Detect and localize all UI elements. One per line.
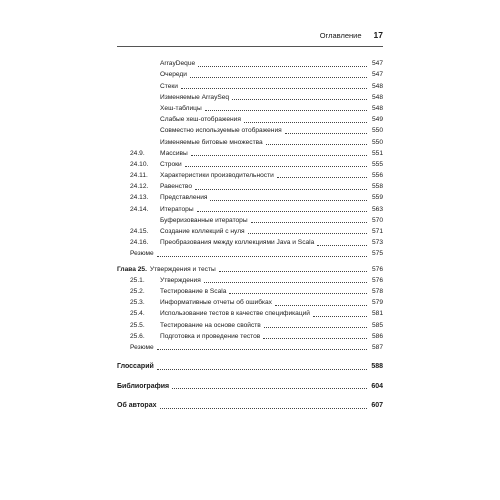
- toc-entry-page: 547: [371, 60, 383, 68]
- toc-entry-number: 25.1.: [130, 276, 145, 284]
- dot-leader: [248, 233, 367, 234]
- toc-entry-title: Преобразования между коллекциями Java и Scala: [160, 239, 315, 247]
- spacer: [117, 352, 383, 360]
- dot-leader: [275, 305, 367, 306]
- toc-entry: [117, 225, 383, 236]
- toc-entry: [117, 113, 383, 124]
- spacer: [117, 371, 383, 379]
- toc-entry: [117, 191, 383, 202]
- toc-entry-page: 585: [371, 321, 383, 329]
- toc-entry: [117, 285, 383, 296]
- toc-entry-number: 24.11.: [130, 172, 148, 180]
- toc-entry-title: Резюме: [130, 343, 154, 351]
- toc-entry-page: 548: [371, 104, 383, 112]
- toc-entry-title: Изменяемые ArraySeq: [160, 93, 230, 101]
- toc-entry-title: Изменяемые битовые множества: [160, 138, 263, 146]
- toc-entry: [117, 135, 383, 146]
- dot-leader: [251, 222, 367, 223]
- toc-entry-page: 559: [371, 194, 383, 202]
- toc-entry-title: Создание коллекций с нуля: [160, 228, 245, 235]
- toc-entry-page: 586: [371, 332, 383, 340]
- toc-entry-page: 548: [371, 82, 383, 90]
- toc-entry-page: 579: [371, 299, 383, 307]
- toc-entry-title: Утверждения: [160, 276, 201, 284]
- dot-leader: [205, 110, 367, 111]
- toc-entry-number: 25.5.: [130, 321, 145, 329]
- toc-entry-page: 587: [371, 343, 383, 351]
- dot-leader: [244, 122, 367, 123]
- toc-entry-title: Информативные отчеты об ошибках: [160, 299, 272, 307]
- toc-entry: [117, 341, 383, 352]
- toc-entry: [117, 79, 383, 90]
- toc-entry-number: 25.6.: [130, 332, 145, 340]
- toc-entry-page: 571: [371, 228, 383, 235]
- dot-leader: [195, 189, 367, 190]
- toc-entry-number: 24.13.: [130, 194, 149, 202]
- toc-entry-page: 607: [371, 402, 383, 410]
- toc-entry: [117, 214, 383, 225]
- toc-entry-number: 24.16.: [130, 239, 149, 247]
- dot-leader: [313, 316, 367, 317]
- toc-entry-page: 578: [371, 287, 383, 295]
- toc-entry: [117, 68, 383, 79]
- table-of-contents: [117, 57, 383, 410]
- dot-leader: [317, 245, 367, 246]
- toc-entry: [117, 57, 383, 68]
- dot-leader: [232, 99, 367, 100]
- spacer: [117, 391, 383, 399]
- toc-entry-page: 581: [371, 310, 383, 318]
- toc-entry-number: 25.3.: [130, 299, 145, 307]
- toc-entry: [117, 102, 383, 113]
- toc-entry-page: 588: [371, 363, 383, 371]
- dot-leader: [190, 77, 367, 78]
- toc-entry-title: Совместно используемые отображения: [160, 127, 282, 135]
- toc-entry: [117, 274, 383, 285]
- toc-entry-page: 576: [371, 276, 383, 284]
- toc-entry-title: Об авторах: [117, 402, 157, 410]
- toc-entry: [117, 158, 383, 169]
- toc-entry-page: 573: [371, 239, 383, 247]
- header-rule: [117, 46, 383, 47]
- toc-entry-page: 547: [371, 71, 383, 79]
- toc-entry-page: 576: [371, 265, 383, 273]
- toc-entry-page: 556: [371, 172, 383, 180]
- toc-entry-title: Глоссарий: [117, 363, 154, 371]
- toc-entry-page: 551: [371, 149, 383, 157]
- toc-entry-title: Слабые хеш-отображения: [160, 116, 241, 124]
- toc-entry: [117, 169, 383, 180]
- toc-entry-title: Использование тестов в качестве спецификаций: [160, 310, 310, 318]
- dot-leader: [191, 155, 367, 156]
- toc-entry-title: Подготовка и проведение тестов: [160, 332, 261, 340]
- toc-entry-title: Итераторы: [160, 205, 194, 213]
- dot-leader: [198, 66, 367, 67]
- toc-entry-number: 24.9.: [130, 149, 145, 157]
- page-number: 17: [373, 30, 383, 40]
- dot-leader: [157, 369, 367, 370]
- toc-entry: [117, 318, 383, 329]
- toc-entry: [117, 330, 383, 341]
- toc-entry: [117, 180, 383, 191]
- dot-leader: [266, 144, 367, 145]
- dot-leader: [264, 327, 367, 328]
- toc-entry-title: ArrayDeque: [160, 60, 196, 68]
- toc-entry-page: 558: [371, 183, 383, 191]
- toc-entry-number: 24.10.: [130, 160, 149, 168]
- dot-leader: [185, 166, 367, 167]
- toc-entry-title: Буферизованные итераторы: [160, 216, 248, 224]
- toc-entry-number: 24.14.: [130, 205, 149, 213]
- toc-entry-page: 563: [371, 205, 383, 213]
- toc-entry-number: 25.4.: [130, 310, 145, 318]
- toc-entry: [117, 124, 383, 135]
- dot-leader: [197, 211, 367, 212]
- dot-leader: [229, 293, 367, 294]
- toc-entry-title: Характеристики производительности: [160, 172, 274, 180]
- toc-entry: [117, 202, 383, 213]
- dot-leader: [210, 200, 367, 201]
- toc-entry: [117, 247, 383, 258]
- toc-entry-title: Резюме: [130, 250, 154, 258]
- toc-major-entry: [117, 360, 383, 372]
- toc-entry-title: Стеки: [160, 82, 178, 90]
- toc-entry-number: 25.2.: [130, 287, 145, 295]
- dot-leader: [277, 177, 367, 178]
- toc-entry-title: Тестирование на основе свойств: [160, 321, 261, 329]
- toc-entry-page: 555: [371, 160, 383, 168]
- dot-leader: [219, 271, 367, 272]
- toc-entry-number: 24.15.: [130, 228, 149, 235]
- dot-leader: [160, 408, 368, 409]
- toc-chapter: [117, 262, 383, 273]
- running-head: [117, 30, 383, 42]
- toc-entry: [117, 307, 383, 318]
- toc-entry-page: 575: [371, 250, 383, 258]
- toc-entry-title: Библиография: [117, 382, 170, 390]
- toc-entry-title: Строки: [160, 160, 182, 168]
- dot-leader: [181, 88, 367, 89]
- toc-entry-title: Массивы: [160, 149, 188, 157]
- toc-entry-title: Представления: [160, 194, 208, 202]
- toc-entry-title: Хеш-таблицы: [160, 104, 202, 112]
- dot-leader: [157, 256, 367, 257]
- toc-entry-page: 548: [371, 93, 383, 101]
- dot-leader: [157, 349, 367, 350]
- toc-entry-title: Утверждения и тесты: [149, 265, 216, 273]
- chapter-label: Глава 25.: [117, 265, 147, 273]
- toc-entry-page: 550: [371, 138, 383, 146]
- running-head-title: Оглавление: [319, 31, 362, 40]
- dot-leader: [285, 133, 367, 134]
- toc-entry: [117, 147, 383, 158]
- toc-entry: [117, 296, 383, 307]
- toc-entry-page: 549: [371, 116, 383, 124]
- toc-major-entry: [117, 379, 383, 391]
- toc-entry-title: Равенство: [160, 183, 192, 191]
- toc-entry-title: Очереди: [160, 71, 187, 79]
- toc-entry-title: Тестирование в Scala: [160, 287, 227, 295]
- toc-entry: [117, 236, 383, 247]
- dot-leader: [263, 338, 367, 339]
- dot-leader: [172, 388, 367, 389]
- dot-leader: [204, 282, 367, 283]
- toc-entry-number: 24.12.: [130, 183, 149, 191]
- toc-major-entry: [117, 399, 383, 411]
- toc-entry-page: 570: [371, 216, 383, 224]
- toc-entry-page: 604: [371, 382, 383, 390]
- toc-entry-page: 550: [371, 127, 383, 135]
- toc-entry: [117, 91, 383, 102]
